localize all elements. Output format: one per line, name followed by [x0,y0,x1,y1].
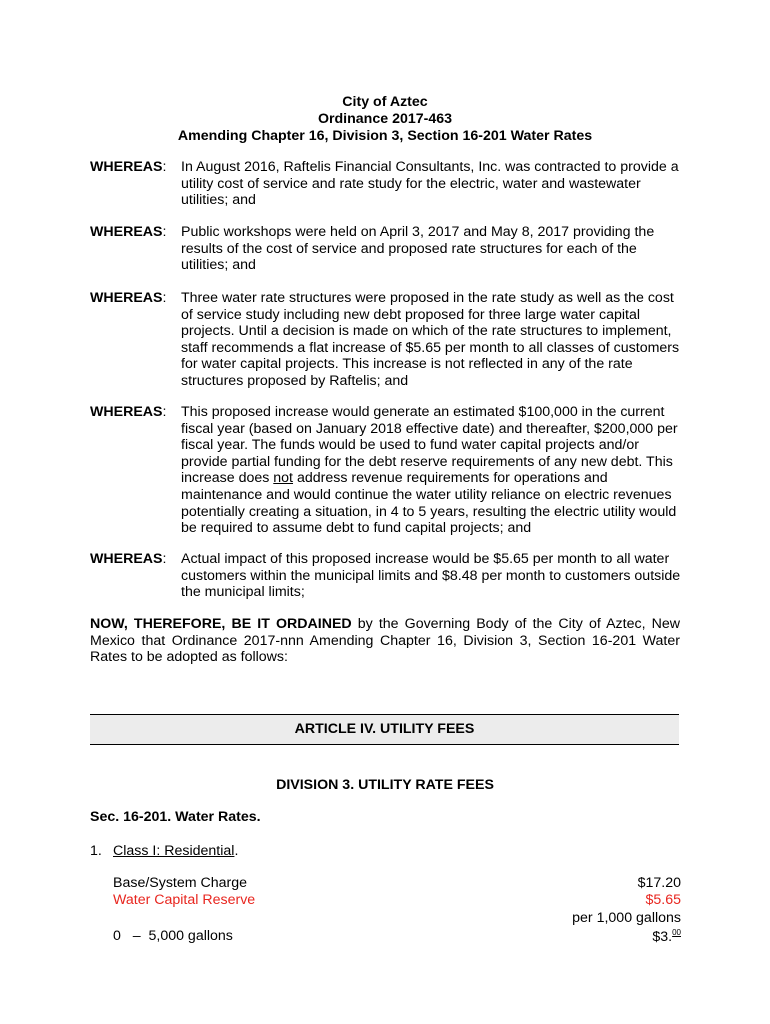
division-heading: DIVISION 3. UTILITY RATE FEES [276,777,494,793]
whereas-label: WHEREAS: [90,159,167,175]
ordinance-subject: Amending Chapter 16, Division 3, Section 16-201 Water Rates [177,128,593,144]
whereas-text: Three water rate structures were proposed in the rate study as well as the cost of service study including new debt proposed for three large water capital projects. Until a decision is made on which of the rate structures to implement, staff recommends a flat increase of $5.65 per month to all classes of customers for water capital projects. This increase is not reflected in any of the rate structures proposed by Raftelis; and [181,290,680,389]
ordained-paragraph: NOW, THEREFORE, BE IT ORDAINED by the Governing Body of the City of Aztec, New Mexico that Ordinance 2017-nnn Amending Chapter 16, Division 3, Section 16-201 Water Rates to be adopted as follows: [90,616,680,666]
emphasis-not: not [273,470,294,487]
class-label: Class I: Residential [113,843,235,859]
whereas-text: In August 2016, Raftelis Financial Consultants, Inc. was contracted to provide a utility cost of service and rate study for the electric, water and wastewater utilities; and [181,159,679,209]
rate-value: $17.20 [637,875,681,891]
rate-value: $3.00 [652,928,681,945]
rate-label: 0 – 5,000 gallons [113,928,233,944]
ordinance-number: Ordinance 2017-463 [317,111,453,127]
whereas-text: Actual impact of this proposed increase would be $5.65 per month to all water customers within the municipal limits and $8.48 per month to customers outside the municipal limits; [181,551,681,601]
list-number: 1. [90,843,102,859]
whereas-text: Public workshops were held on April 3, 2017 and May 8, 2017 providing the results of the cost of service and proposed rate structures for each of the utilities; and [181,224,655,274]
rate-label: Water Capital Reserve [113,892,256,908]
article-heading: ARTICLE IV. UTILITY FEES [90,714,679,745]
city-title: City of Aztec [342,94,428,110]
whereas-label: WHEREAS: [90,551,167,567]
whereas-text: This proposed increase would generate an estimated $100,000 in the current fiscal year (based on January 2018 effective date) and thereafter, $200,000 per fiscal year. The funds would be used to fund water capital projects and/or provide partial funding for the debt reserve requirements of any new debt. This increase does not address revenue requirements for operations and maintenance and would continue the water utility reliance on electric revenues potentially creating a situation, in 4 to 5 years, resulting the electric utility would be required to assume debt to fund capital projects; and [181,404,678,537]
rate-label: Base/System Charge [113,875,248,891]
class-list-item: 1. Class I: Residential. [90,843,239,859]
whereas-label: WHEREAS: [90,290,167,306]
rate-value: $5.65 [645,892,681,908]
whereas-label: WHEREAS: [90,224,167,240]
rate-unit: per 1,000 gallons [572,910,681,926]
section-heading: Sec. 16-201. Water Rates. [90,809,261,825]
whereas-label: WHEREAS: [90,404,167,420]
